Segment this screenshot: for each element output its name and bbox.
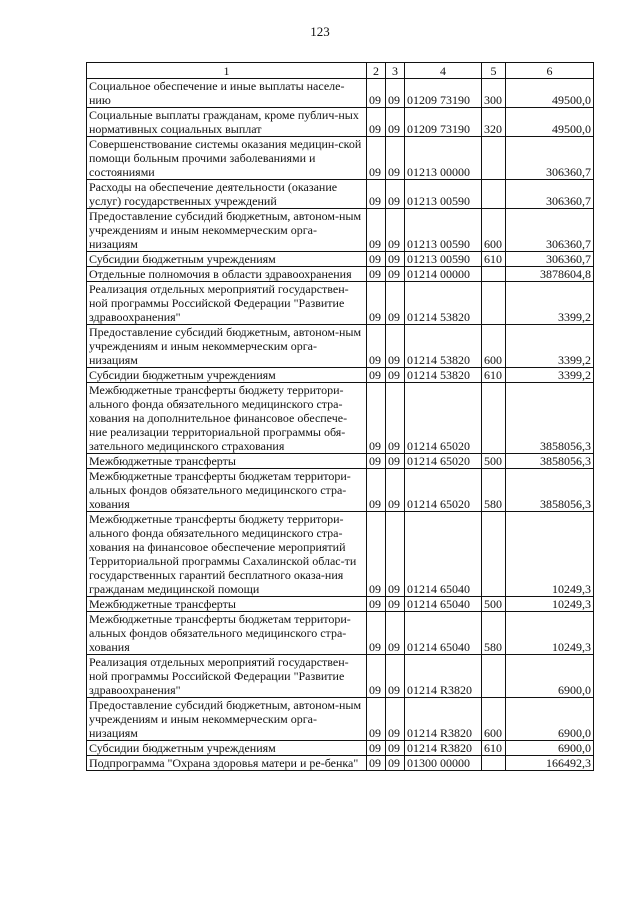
target-article-code: 01214 53820 <box>405 325 482 368</box>
expense-type-code <box>482 756 506 771</box>
table-row <box>87 137 594 180</box>
amount: 10249,3 <box>506 512 594 597</box>
table-row <box>87 267 594 282</box>
section-code: 09 <box>367 368 386 383</box>
row-description: Отдельные полномочия в области здравоохранения <box>87 267 367 282</box>
expense-type-code: 320 <box>482 108 506 137</box>
amount: 49500,0 <box>506 79 594 108</box>
expense-type-code: 580 <box>482 612 506 655</box>
expense-type-code <box>482 282 506 325</box>
section-code: 09 <box>367 325 386 368</box>
section-code: 09 <box>367 180 386 209</box>
amount: 6900,0 <box>506 741 594 756</box>
section-code: 09 <box>367 512 386 597</box>
row-description: Межбюджетные трансферты <box>87 597 367 612</box>
expense-type-code <box>482 655 506 698</box>
target-article-code: 01214 00000 <box>405 267 482 282</box>
table-row <box>87 383 594 454</box>
table-row <box>87 469 594 512</box>
row-description: Межбюджетные трансферты бюджетам территори-альных фондов обязательного медицинского стра-хования <box>87 612 367 655</box>
expense-type-code: 300 <box>482 79 506 108</box>
subsection-code: 09 <box>386 267 405 282</box>
section-code: 09 <box>367 108 386 137</box>
target-article-code: 01213 00590 <box>405 209 482 252</box>
target-article-code: 01214 53820 <box>405 282 482 325</box>
table-row <box>87 612 594 655</box>
table-row <box>87 368 594 383</box>
subsection-code: 09 <box>386 383 405 454</box>
table-row <box>87 108 594 137</box>
target-article-code: 01214 R3820 <box>405 741 482 756</box>
amount: 3858056,3 <box>506 469 594 512</box>
subsection-code: 09 <box>386 612 405 655</box>
amount: 306360,7 <box>506 137 594 180</box>
column-header: 4 <box>405 63 482 79</box>
subsection-code: 09 <box>386 209 405 252</box>
column-header: 3 <box>386 63 405 79</box>
section-code: 09 <box>367 79 386 108</box>
amount: 306360,7 <box>506 252 594 267</box>
row-description: Предоставление субсидий бюджетным, автоном-ным учреждениям и иным некоммерческим орга-низациям <box>87 698 367 741</box>
section-code: 09 <box>367 612 386 655</box>
table-row <box>87 741 594 756</box>
row-description: Субсидии бюджетным учреждениям <box>87 368 367 383</box>
expense-type-code: 500 <box>482 454 506 469</box>
expense-type-code: 600 <box>482 698 506 741</box>
subsection-code: 09 <box>386 368 405 383</box>
row-description: Межбюджетные трансферты бюджету территори-ального фонда обязательного медицинского стра-хования на дополнительное финансовое обеспече-ние реализации территориальной программы обя-зательного медицинского страхования <box>87 383 367 454</box>
table-row <box>87 756 594 771</box>
row-description: Социальное обеспечение и иные выплаты населе-нию <box>87 79 367 108</box>
subsection-code: 09 <box>386 79 405 108</box>
section-code: 09 <box>367 383 386 454</box>
table-row <box>87 209 594 252</box>
row-description: Социальные выплаты гражданам, кроме публич-ных нормативных социальных выплат <box>87 108 367 137</box>
subsection-code: 09 <box>386 137 405 180</box>
subsection-code: 09 <box>386 325 405 368</box>
amount: 10249,3 <box>506 597 594 612</box>
section-code: 09 <box>367 282 386 325</box>
subsection-code: 09 <box>386 282 405 325</box>
section-code: 09 <box>367 469 386 512</box>
expense-type-code: 580 <box>482 469 506 512</box>
table-row <box>87 698 594 741</box>
amount: 6900,0 <box>506 698 594 741</box>
row-description: Реализация отдельных мероприятий государствен-ной программы Российской Федерации "Развитие здравоохранения" <box>87 655 367 698</box>
subsection-code: 09 <box>386 469 405 512</box>
row-description: Реализация отдельных мероприятий государствен-ной программы Российской Федерации "Развитие здравоохранения" <box>87 282 367 325</box>
target-article-code: 01213 00590 <box>405 180 482 209</box>
subsection-code: 09 <box>386 252 405 267</box>
row-description: Предоставление субсидий бюджетным, автоном-ным учреждениям и иным некоммерческим орга-низациям <box>87 209 367 252</box>
expense-type-code: 600 <box>482 209 506 252</box>
amount: 306360,7 <box>506 209 594 252</box>
section-code: 09 <box>367 454 386 469</box>
section-code: 09 <box>367 252 386 267</box>
row-description: Субсидии бюджетным учреждениям <box>87 252 367 267</box>
expense-type-code <box>482 180 506 209</box>
table-body <box>87 79 594 771</box>
row-description: Предоставление субсидий бюджетным, автоном-ным учреждениям и иным некоммерческим орга-низациям <box>87 325 367 368</box>
expense-type-code: 600 <box>482 325 506 368</box>
section-code: 09 <box>367 698 386 741</box>
target-article-code: 01214 53820 <box>405 368 482 383</box>
row-description: Расходы на обеспечение деятельности (оказание услуг) государственных учреждений <box>87 180 367 209</box>
table-row <box>87 282 594 325</box>
target-article-code: 01214 65020 <box>405 383 482 454</box>
subsection-code: 09 <box>386 597 405 612</box>
table-row <box>87 252 594 267</box>
row-description: Межбюджетные трансферты бюджетам территори-альных фондов обязательного медицинского стра-хования <box>87 469 367 512</box>
amount: 3858056,3 <box>506 383 594 454</box>
column-header: 5 <box>482 63 506 79</box>
subsection-code: 09 <box>386 756 405 771</box>
table-row <box>87 512 594 597</box>
expense-type-code <box>482 383 506 454</box>
subsection-code: 09 <box>386 741 405 756</box>
section-code: 09 <box>367 137 386 180</box>
expense-type-code: 500 <box>482 597 506 612</box>
table-row <box>87 597 594 612</box>
column-header: 2 <box>367 63 386 79</box>
section-code: 09 <box>367 756 386 771</box>
table-row <box>87 180 594 209</box>
table-row <box>87 655 594 698</box>
section-code: 09 <box>367 597 386 612</box>
expense-type-code: 610 <box>482 368 506 383</box>
section-code: 09 <box>367 741 386 756</box>
row-description: Субсидии бюджетным учреждениям <box>87 741 367 756</box>
amount: 3399,2 <box>506 282 594 325</box>
page-number: 123 <box>310 24 330 39</box>
row-description: Совершенствование системы оказания медицин-ской помощи больным прочими заболеваниями и состояниями <box>87 137 367 180</box>
amount: 3399,2 <box>506 325 594 368</box>
column-header: 6 <box>506 63 594 79</box>
row-description: Подпрограмма "Охрана здоровья матери и ре-бенка" <box>87 756 367 771</box>
amount: 3858056,3 <box>506 454 594 469</box>
amount: 6900,0 <box>506 655 594 698</box>
subsection-code: 09 <box>386 698 405 741</box>
amount: 3399,2 <box>506 368 594 383</box>
budget-table <box>86 62 594 771</box>
target-article-code: 01214 65020 <box>405 469 482 512</box>
target-article-code: 01214 65020 <box>405 454 482 469</box>
target-article-code: 01209 73190 <box>405 108 482 137</box>
target-article-code: 01213 00590 <box>405 252 482 267</box>
row-description: Межбюджетные трансферты бюджету территори-ального фонда обязательного медицинского стра-хования на финансовое обеспечение мероприятий Территориальной программы Сахалинской облас-ти государственных гарантий бесплатного оказа-ния гражданам медицинской помощи <box>87 512 367 597</box>
subsection-code: 09 <box>386 180 405 209</box>
amount: 3878604,8 <box>506 267 594 282</box>
table-row <box>87 325 594 368</box>
target-article-code: 01300 00000 <box>405 756 482 771</box>
target-article-code: 01209 73190 <box>405 79 482 108</box>
table-header-row <box>87 63 594 79</box>
target-article-code: 01214 65040 <box>405 512 482 597</box>
subsection-code: 09 <box>386 512 405 597</box>
target-article-code: 01214 65040 <box>405 597 482 612</box>
expense-type-code: 610 <box>482 252 506 267</box>
expense-type-code <box>482 512 506 597</box>
section-code: 09 <box>367 267 386 282</box>
amount: 49500,0 <box>506 108 594 137</box>
section-code: 09 <box>367 655 386 698</box>
row-description: Межбюджетные трансферты <box>87 454 367 469</box>
expense-type-code: 610 <box>482 741 506 756</box>
column-header: 1 <box>87 63 367 79</box>
subsection-code: 09 <box>386 655 405 698</box>
table-row <box>87 454 594 469</box>
section-code: 09 <box>367 209 386 252</box>
target-article-code: 01214 R3820 <box>405 655 482 698</box>
subsection-code: 09 <box>386 108 405 137</box>
target-article-code: 01214 65040 <box>405 612 482 655</box>
table-row <box>87 79 594 108</box>
amount: 10249,3 <box>506 612 594 655</box>
subsection-code: 09 <box>386 454 405 469</box>
target-article-code: 01214 R3820 <box>405 698 482 741</box>
expense-type-code <box>482 137 506 180</box>
amount: 166492,3 <box>506 756 594 771</box>
target-article-code: 01213 00000 <box>405 137 482 180</box>
amount: 306360,7 <box>506 180 594 209</box>
expense-type-code <box>482 267 506 282</box>
